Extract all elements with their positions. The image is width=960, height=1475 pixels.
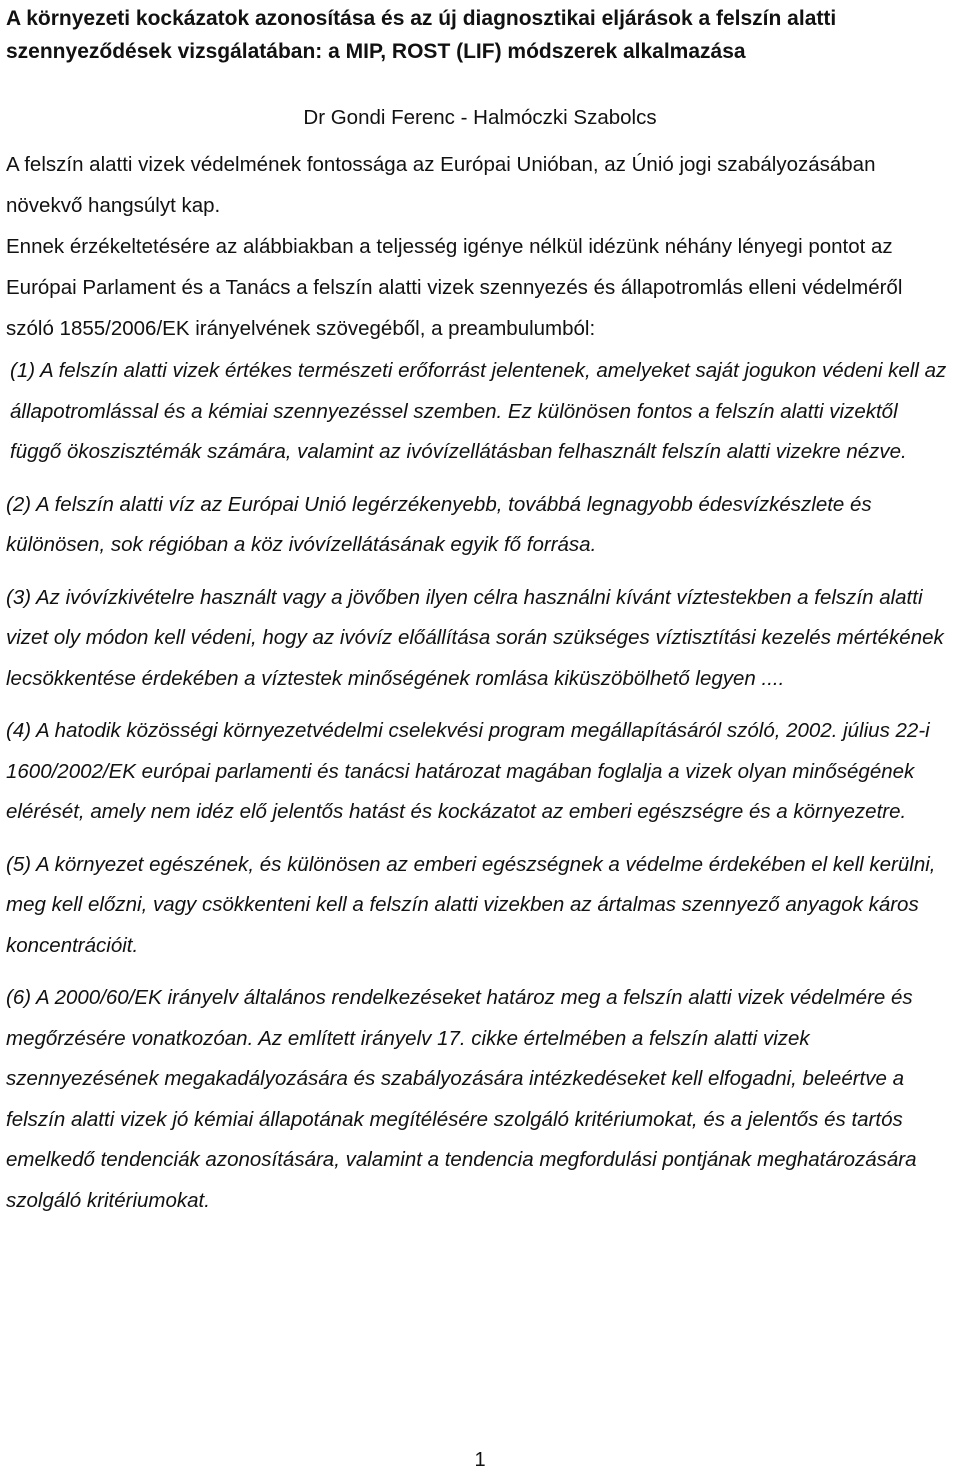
preamble-point: (1) A felszín alatti vizek értékes természeti erőforrást jelentenek, amelyeket saját jogukon védeni kell az állapotromlással és a kémiai szennyezéssel szemben. Ez különösen fontos a felszín alatti vizektől függő ökoszisztémák számára, valamint az ivóvízellátásban felhasznált felszín alatti vizekre nézve. [10, 359, 947, 463]
preamble-point: (2) A felszín alatti víz az Európai Unió legérzékenyebb, továbbá legnagyobb édesvízkészlete és különösen, sok régióban a köz ivóvízellátásának egyik fő forrása. [6, 492, 872, 556]
document-title: A környezeti kockázatok azonosítása és az új diagnosztikai eljárások a felszín alatti szennyeződések vizsgálatában: a MIP, ROST (LIF) módszerek alkalmazása [6, 7, 837, 63]
preamble-point: (4) A hatodik közösségi környezetvédelmi cselekvési program megállapításáról szóló, 2002. július 22-i 1600/2002/EK európai parlamenti és tanácsi határozat magában foglalja a vizek olyan minőségének elérését, amely nem idéz elő jelentős hatást és kockázatot az emberi egészségre és a környezetre. [6, 719, 930, 823]
preamble-point: (5) A környezet egészének, és különösen az emberi egészségnek a védelme érdekében el kell kerülni, meg kell előzni, vagy csökkenteni kell a felszín alatti vizekben az ártalmas szennyező anyagok káros koncentrációit. [6, 852, 936, 957]
preamble-point: (6) A 2000/60/EK irányelv általános rendelkezéseket határoz meg a felszín alatti vizek védelmére és megőrzésére vonatkozóan. Az említett irányelv 17. cikke értelmében a felszín alatti vizek szennyezésének megakadályozására és szabályozására intézkedéseket kell elfogadni, beleértve a felszín alatti vizek jó kémiai állapotának megítélésére szolgáló kritériumokat, és a jelentős és tartós emelkedő tendenciák azonosítására, valamint a tendencia megfordulási pontjának meghatározására szolgáló kritériumokat. [6, 986, 917, 1212]
page-number: 1 [474, 1449, 486, 1471]
document-page [6, 0, 954, 1233]
preamble-quotes [6, 351, 954, 1221]
document-authors: Dr Gondi Ferenc - Halmóczki Szabolcs [303, 106, 657, 129]
preamble-point: (3) Az ivóvízkivételre használt vagy a jövőben ilyen célra használni kívánt víztestekben a felszín alatti vizet oly módon kell védeni, hogy az ivóvíz előállítása során szükséges víztisztítási kezelés mértékének lecsökkentése érdekében a víztestek minőségének romlása kiküszöbölhető legyen .... [6, 585, 944, 690]
intro-paragraph: A felszín alatti vizek védelmének fontossága az Európai Unióban, az Únió jogi szabályozásában növekvő hangsúlyt kap. [6, 153, 876, 217]
context-paragraph: Ennek érzékeltetésére az alábbiakban a teljesség igénye nélkül idézünk néhány lényegi pontot az Európai Parlament és a Tanács a felszín alatti vizek szennyezés és állapotromlás elleni védelméről szóló 1855/2006/EK irányelvének szövegéből, a preambulumból: [6, 235, 903, 340]
